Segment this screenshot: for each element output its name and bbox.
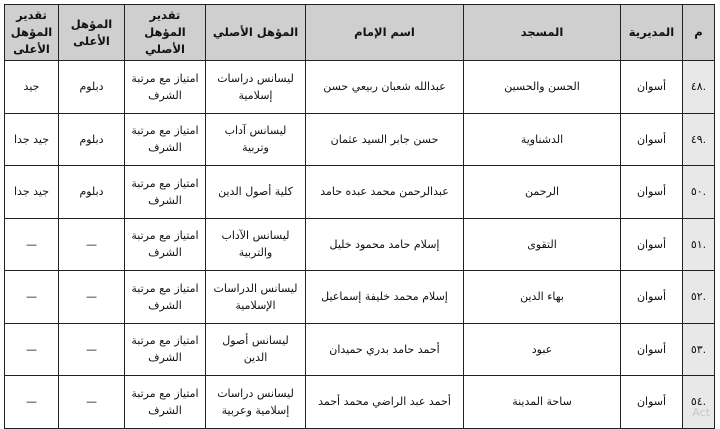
higher-grade-cell: — xyxy=(5,376,59,429)
imam-name-cell: عبدالله شعبان ربيعي حسن xyxy=(306,61,464,114)
row-number: .٥٣ xyxy=(683,323,715,376)
mosque-cell: التقوى xyxy=(464,218,621,271)
imam-name-cell: أحمد حامد بدري حميدان xyxy=(306,323,464,376)
higher-grade-cell: — xyxy=(5,218,59,271)
grade-cell: امتياز مع مرتبة الشرف xyxy=(125,376,206,429)
imam-name-cell: أحمد عبد الراضي محمد أحمد xyxy=(306,376,464,429)
grade-cell: امتياز مع مرتبة الشرف xyxy=(125,271,206,324)
mosque-cell: عبود xyxy=(464,323,621,376)
header-qualification-grade: تقدير المؤهل الأصلي xyxy=(125,5,206,61)
imam-name-cell: إسلام حامد محمود خليل xyxy=(306,218,464,271)
row-number: .٥١ xyxy=(683,218,715,271)
mosque-cell: ساحة المدينة xyxy=(464,376,621,429)
grade-cell: امتياز مع مرتبة الشرف xyxy=(125,61,206,114)
table-row xyxy=(5,61,715,114)
table-row xyxy=(5,166,715,219)
row-number: .٥٤ xyxy=(683,376,715,429)
higher-qualification-cell: — xyxy=(59,376,125,429)
higher-grade-cell: جيد xyxy=(5,61,59,114)
higher-grade-cell: — xyxy=(5,323,59,376)
higher-qualification-cell: — xyxy=(59,218,125,271)
header-mosque: المسجد xyxy=(464,5,621,61)
district-cell: أسوان xyxy=(621,323,683,376)
table-row xyxy=(5,376,715,429)
district-cell: أسوان xyxy=(621,166,683,219)
header-imam-name: اسم الإمام xyxy=(306,5,464,61)
table-row xyxy=(5,218,715,271)
mosque-cell: بهاء الدين xyxy=(464,271,621,324)
imam-name-cell: إسلام محمد خليفة إسماعيل xyxy=(306,271,464,324)
qualification-cell: كلية أصول الدين xyxy=(206,166,306,219)
higher-grade-cell: جيد جدا xyxy=(5,113,59,166)
district-cell: أسوان xyxy=(621,376,683,429)
higher-grade-cell: — xyxy=(5,271,59,324)
district-cell: أسوان xyxy=(621,218,683,271)
header-num: م xyxy=(683,5,715,61)
row-number: .٥٢ xyxy=(683,271,715,324)
qualification-cell: ليسانس آداب وتربية xyxy=(206,113,306,166)
grade-cell: امتياز مع مرتبة الشرف xyxy=(125,218,206,271)
higher-qualification-cell: دبلوم xyxy=(59,61,125,114)
district-cell: أسوان xyxy=(621,113,683,166)
header-district: المديرية xyxy=(621,5,683,61)
header-row xyxy=(5,5,715,61)
mosque-cell: الحسن والحسين xyxy=(464,61,621,114)
imam-name-cell: عبدالرحمن محمد عبده حامد xyxy=(306,166,464,219)
qualification-cell: ليسانس دراسات إسلامية xyxy=(206,61,306,114)
table-row xyxy=(5,271,715,324)
mosque-cell: الرحمن xyxy=(464,166,621,219)
row-number: .٤٨ xyxy=(683,61,715,114)
imam-name-cell: حسن جابر السيد عثمان xyxy=(306,113,464,166)
qualification-cell: ليسانس أصول الدين xyxy=(206,323,306,376)
header-higher-grade: تقدير المؤهل الأعلى xyxy=(5,5,59,61)
higher-grade-cell: جيد جدا xyxy=(5,166,59,219)
grade-cell: امتياز مع مرتبة الشرف xyxy=(125,323,206,376)
grade-cell: امتياز مع مرتبة الشرف xyxy=(125,166,206,219)
higher-qualification-cell: — xyxy=(59,323,125,376)
table-row xyxy=(5,113,715,166)
higher-qualification-cell: — xyxy=(59,271,125,324)
mosque-cell: الدشناوية xyxy=(464,113,621,166)
grade-cell: امتياز مع مرتبة الشرف xyxy=(125,113,206,166)
higher-qualification-cell: دبلوم xyxy=(59,166,125,219)
qualification-cell: ليسانس الدراسات الإسلامية xyxy=(206,271,306,324)
header-higher-qualification: المؤهل الأعلى xyxy=(59,5,125,61)
qualification-cell: ليسانس الآداب والتربية xyxy=(206,218,306,271)
district-cell: أسوان xyxy=(621,61,683,114)
header-qualification: المؤهل الأصلي xyxy=(206,5,306,61)
table-row xyxy=(5,323,715,376)
qualification-cell: ليسانس دراسات إسلامية وعربية xyxy=(206,376,306,429)
imams-table xyxy=(4,4,715,429)
row-number: .٤٩ xyxy=(683,113,715,166)
district-cell: أسوان xyxy=(621,271,683,324)
watermark-text: Act xyxy=(692,406,710,419)
row-number: .٥٠ xyxy=(683,166,715,219)
higher-qualification-cell: دبلوم xyxy=(59,113,125,166)
